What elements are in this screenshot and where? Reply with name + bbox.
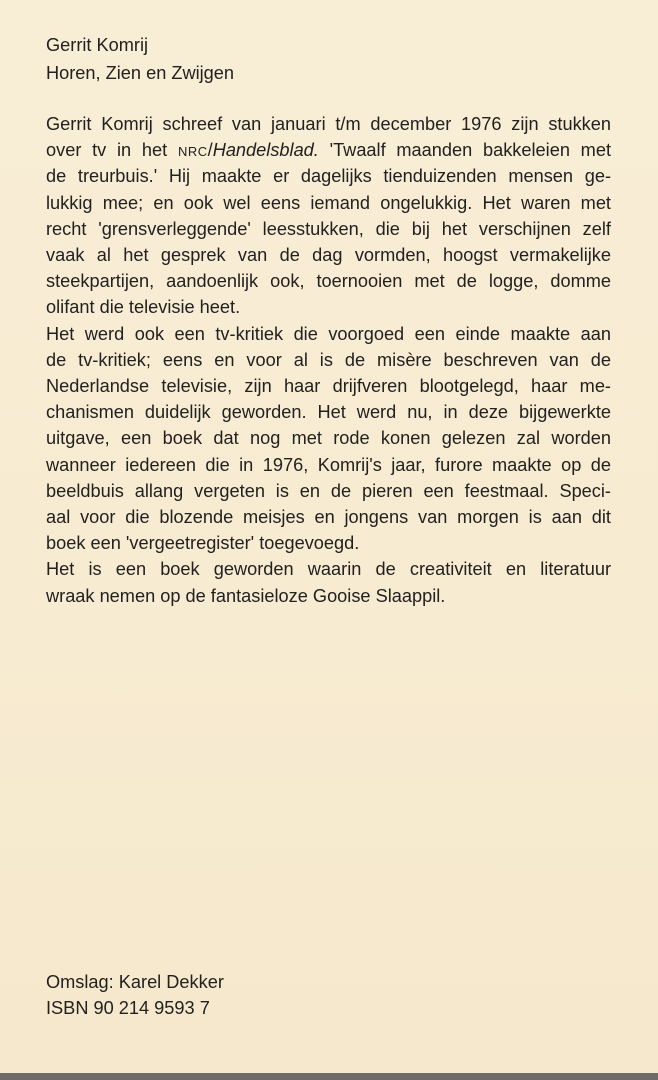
text-line bbox=[46, 242, 611, 268]
text-segment: chanismen duidelijk geworden. Het werd nu, in deze bijgewerkte bbox=[46, 402, 611, 423]
text-segment: uitgave, een boek dat nog met rode konen gelezen zal worden bbox=[46, 428, 611, 449]
text-line bbox=[46, 321, 611, 347]
book-title: Horen, Zien en Zwijgen bbox=[46, 63, 235, 83]
text-line bbox=[46, 556, 611, 582]
text-segment: vaak al het gesprek van de dag vormden, hoogst vermakelijke bbox=[46, 245, 611, 265]
text-line bbox=[46, 583, 611, 609]
text-segment: over tv in het bbox=[46, 140, 178, 161]
text-line bbox=[46, 504, 611, 530]
text-segment: olifant die televisie heet. bbox=[46, 297, 241, 318]
text-line bbox=[46, 163, 611, 189]
text-segment: Gerrit Komrij schreef van januari t/m december 1976 zijn stukken bbox=[46, 114, 611, 134]
text-segment: Het werd ook een tv-kritiek die voorgoed een einde maakte aan bbox=[46, 323, 611, 344]
newspaper-abbrev: NRC bbox=[177, 144, 208, 160]
author-name: Gerrit Komrij bbox=[46, 35, 149, 55]
text-line bbox=[46, 399, 611, 425]
text-segment: / bbox=[207, 140, 213, 161]
text-line bbox=[46, 478, 611, 504]
text-segment: wraak nemen op de fantasieloze Gooise Slaappil. bbox=[46, 585, 446, 606]
text-line bbox=[46, 530, 611, 556]
text-segment: steekpartijen, aandoenlijk ook, toernooien met de logge, domme bbox=[46, 271, 611, 292]
text-segment: boek een 'vergeetregister' toegevoegd. bbox=[46, 533, 360, 554]
text-line bbox=[46, 268, 611, 294]
text-segment: de tv-kritiek; eens en voor al is de misère beschreven van de bbox=[46, 349, 611, 370]
text-segment: 'Twaalf maanden bakkeleien met bbox=[318, 140, 611, 161]
text-line bbox=[46, 373, 611, 399]
text-line bbox=[46, 216, 611, 242]
text-line bbox=[46, 425, 611, 451]
text-line bbox=[46, 190, 611, 216]
text-line bbox=[46, 347, 611, 373]
text-segment: aal voor die blozende meisjes en jongens van morgen is aan dit bbox=[46, 507, 611, 527]
text-line bbox=[46, 452, 611, 478]
scan-edge bbox=[0, 1073, 658, 1080]
text-line bbox=[46, 294, 611, 320]
text-segment: beeldbuis allang vergeten is en de pieren een feestmaal. Speci- bbox=[46, 480, 611, 501]
text-segment: Nederlandse televisie, zijn haar drijfveren blootgelegd, haar me- bbox=[46, 376, 611, 396]
text-segment: wanneer iedereen die in 1976, Komrij's jaar, furore maakte op de bbox=[46, 454, 611, 475]
text-segment: lukkig mee; en ook wel eens iemand ongelukkig. Het waren met bbox=[46, 192, 611, 213]
isbn: ISBN 90 214 9593 7 bbox=[46, 998, 210, 1018]
text-line bbox=[46, 137, 611, 163]
text-segment: de treurbuis.' Hij maakte er dagelijks tienduizenden mensen ge- bbox=[46, 166, 611, 187]
text-line bbox=[46, 111, 611, 137]
newspaper-name: Handelsblad. bbox=[212, 140, 319, 161]
text-segment: recht 'grensverleggende' leesstukken, die bij het verschijnen zelf bbox=[46, 218, 611, 239]
cover-credit: Omslag: Karel Dekker bbox=[46, 972, 224, 992]
text-segment: Het is een boek geworden waarin de creativiteit en literatuur bbox=[46, 559, 611, 580]
